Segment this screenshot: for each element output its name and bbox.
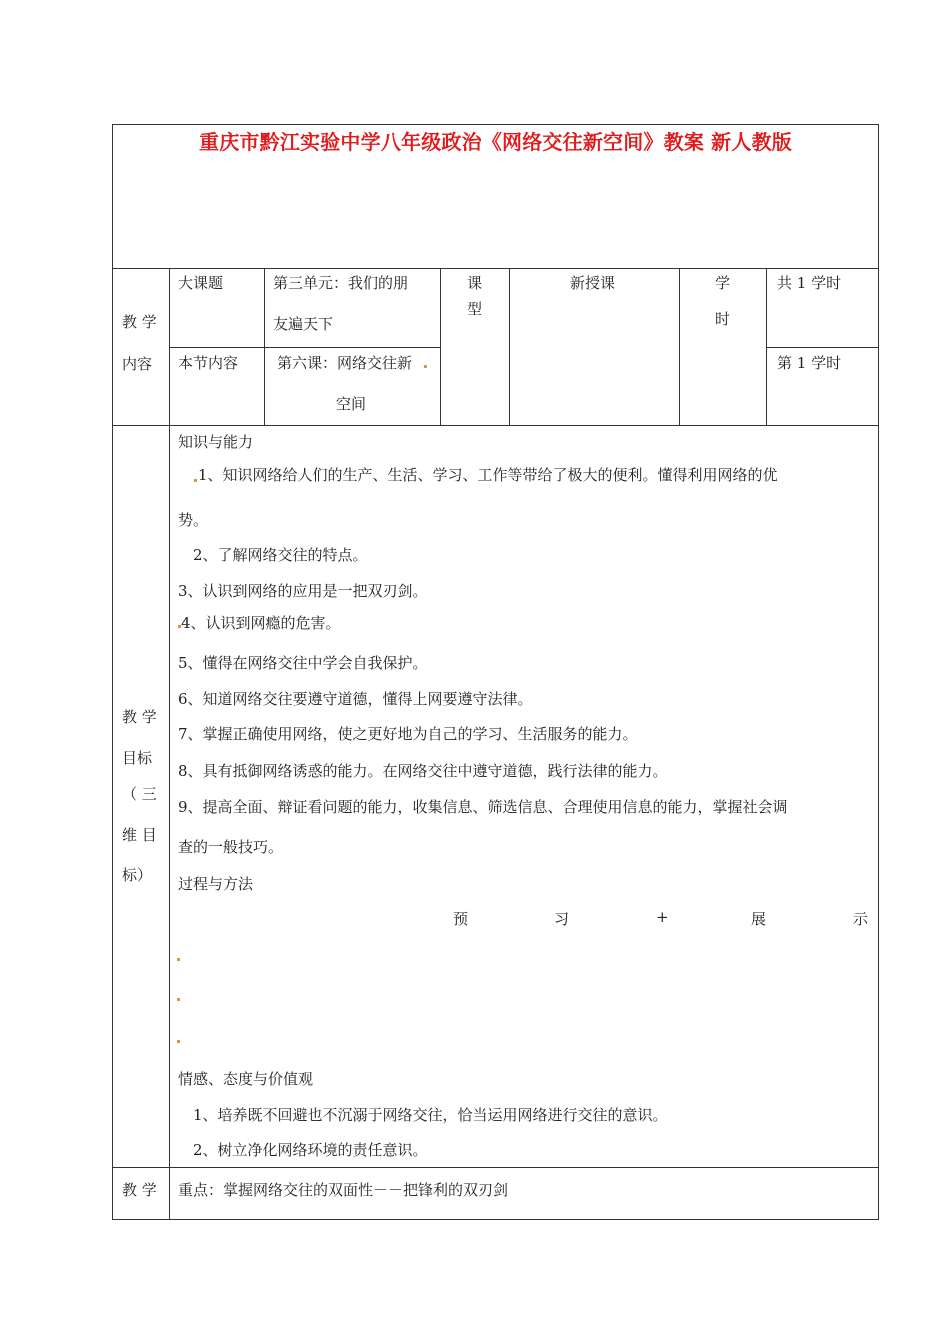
content-row-label: 教 学 [122, 313, 157, 331]
emotion-item: 2、树立净化网络环境的责任意识。 [193, 1141, 428, 1159]
course-type-label: 型 [467, 300, 483, 318]
hours-label: 学 [715, 274, 731, 292]
process-word: + [656, 908, 669, 926]
marker-dot [424, 365, 427, 368]
table-rule [509, 268, 510, 425]
goal-item: 8、具有抵御网络诱惑的能力。在网络交往中遵守道德，践行法律的能力。 [178, 762, 668, 780]
goals-row-label: 标） [122, 866, 153, 884]
table-rule [112, 425, 879, 426]
marker-dot [177, 1040, 180, 1043]
goal-item: 6、知道网络交往要遵守道德，懂得上网要遵守法律。 [178, 690, 533, 708]
goal-item: 势。 [178, 511, 209, 529]
goal-item: 1、知识网络给人们的生产、生活、学习、工作等带给了极大的便利。懂得利用网络的优 [198, 466, 778, 484]
goals-row-label: 维 目 [122, 826, 157, 844]
goal-item: 3、认识到网络的应用是一把双刃剑。 [178, 582, 428, 600]
goal-item: 2、了解网络交往的特点。 [193, 546, 368, 564]
process-word: 预 [453, 910, 469, 928]
table-rule [112, 268, 879, 269]
content-row-label: 内容 [122, 355, 153, 373]
goals-row-label: 目标 [122, 749, 153, 767]
unit-value: 友遍天下 [273, 315, 334, 333]
process-word: 示 [853, 910, 869, 928]
goal-item: 7、掌握正确使用网络，使之更好地为自己的学习、生活服务的能力。 [178, 725, 638, 743]
process-word: 展 [751, 910, 767, 928]
section-label: 本节内容 [178, 354, 239, 372]
hours-label: 时 [715, 310, 731, 328]
knowledge-heading: 知识与能力 [178, 433, 254, 451]
table-rule [440, 268, 441, 425]
section-value: 第六课：网络交往新 [277, 354, 413, 372]
key-points-text: 重点：掌握网络交往的双面性－－把锋利的双刃剑 [178, 1181, 509, 1199]
key-points-row-label: 教 学 [122, 1181, 157, 1199]
section-value: 空间 [336, 395, 367, 413]
goal-item: 4、认识到网瘾的危害。 [181, 614, 341, 632]
unit-value: 第三单元：我们的朋 [273, 274, 409, 292]
process-word: 习 [554, 910, 570, 928]
section-hours: 第 1 学时 [777, 354, 842, 372]
unit-label: 大课题 [178, 274, 224, 292]
process-heading: 过程与方法 [178, 875, 254, 893]
goals-row-label: 教 学 [122, 708, 157, 726]
goal-item: 5、懂得在网络交往中学会自我保护。 [178, 654, 428, 672]
emotion-item: 1、培养既不回避也不沉溺于网络交往，恰当运用网络进行交往的意识。 [193, 1106, 668, 1124]
table-rule [264, 268, 265, 425]
document-title: 重庆市黔江实验中学八年级政治《网络交往新空间》教案 新人教版 [199, 130, 792, 154]
table-rule [766, 347, 879, 348]
goal-item: 查的一般技巧。 [178, 838, 284, 856]
marker-dot [177, 998, 180, 1001]
table-rule [112, 1167, 879, 1168]
table-rule [679, 268, 680, 425]
course-type-label: 课 [467, 274, 483, 292]
marker-dot [177, 958, 180, 961]
marker-dot [194, 479, 197, 482]
total-hours: 共 1 学时 [777, 274, 842, 292]
table-rule [169, 347, 440, 348]
goal-item: 9、提高全面、辩证看问题的能力，收集信息、筛选信息、合理使用信息的能力，掌握社会调 [178, 798, 788, 816]
table-rule [766, 268, 767, 425]
course-type-value: 新授课 [570, 274, 616, 292]
table-rule [169, 268, 170, 1220]
goals-row-label: （ 三 [122, 785, 157, 803]
emotion-heading: 情感、态度与价值观 [178, 1070, 314, 1088]
